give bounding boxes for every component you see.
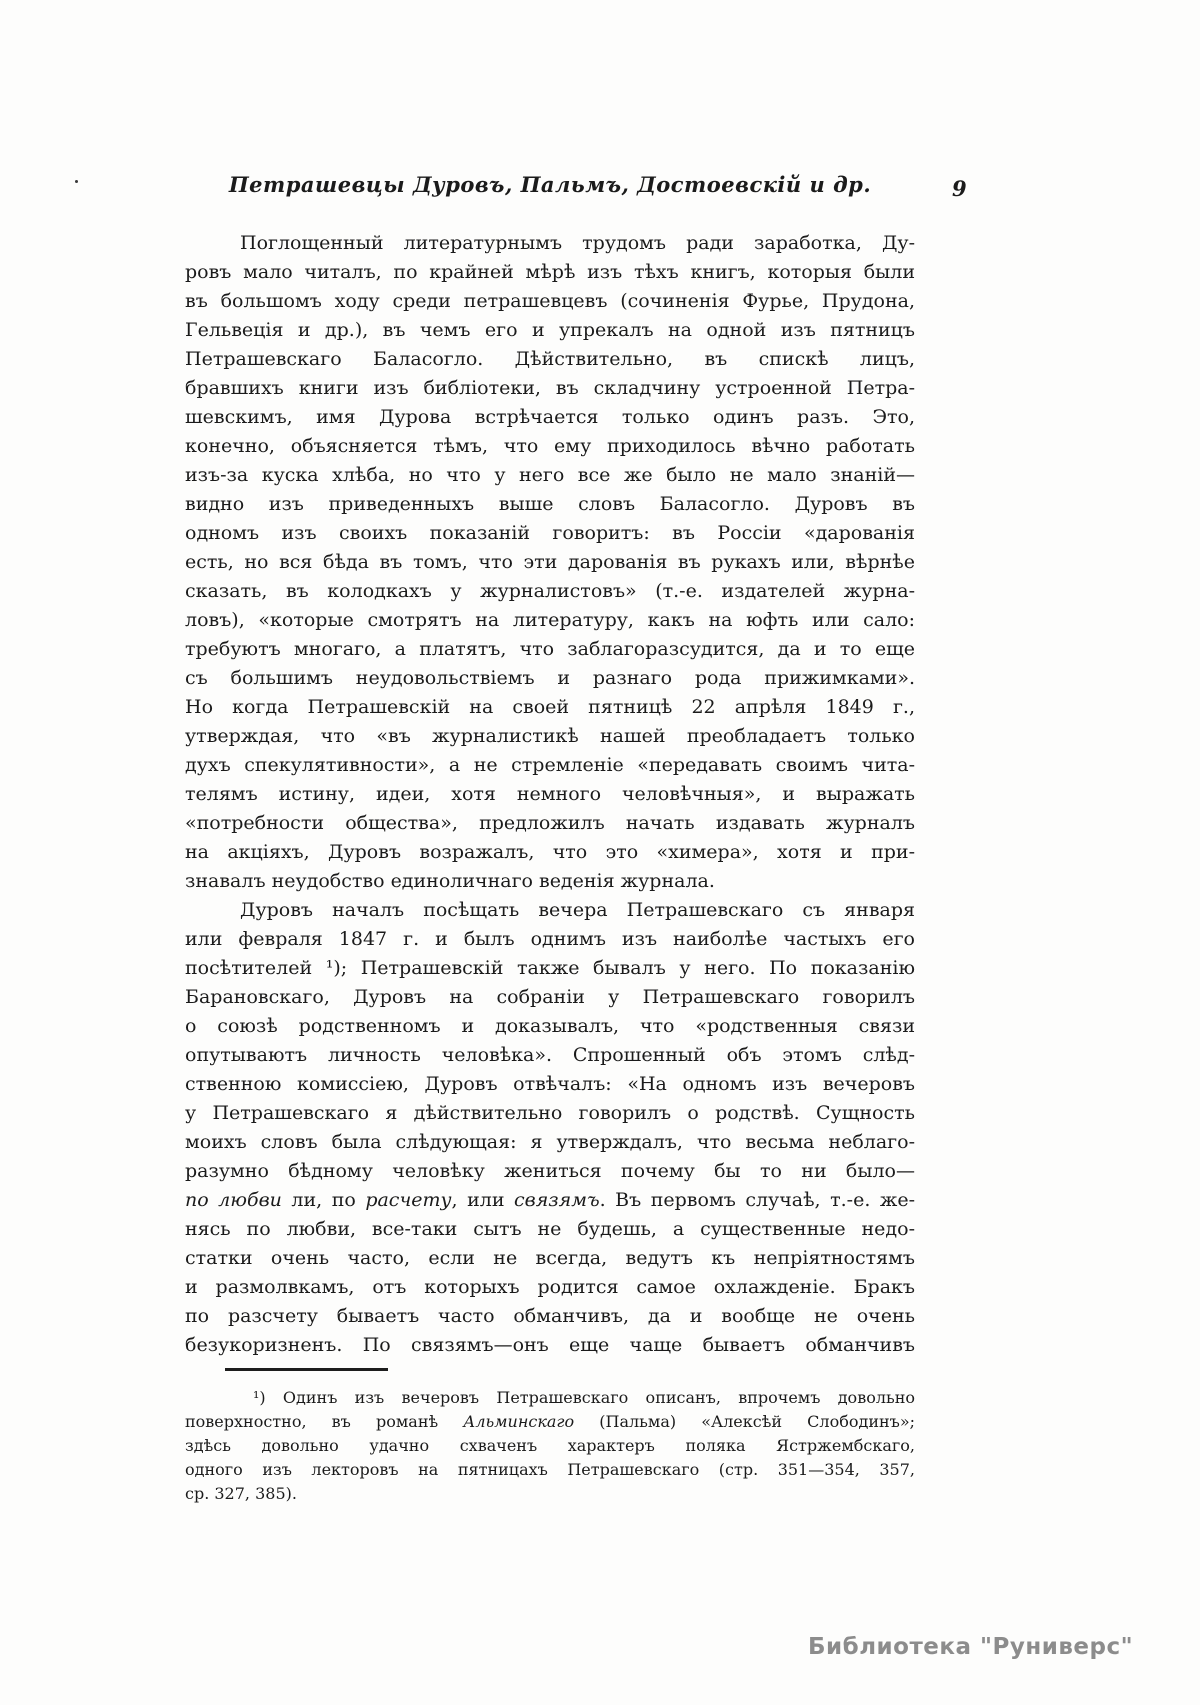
text-line: въ большомъ ходу среди петрашевцевъ (сочиненія Фурье, Прудона, [185,290,915,312]
text-line: шевскимъ, имя Дурова встрѣчается только одинъ разъ. Это, [185,406,915,428]
text-line: моихъ словъ была слѣдующая: я утверждалъ, что весьма неблаго- [185,1131,915,1153]
text-line: съ большимъ неудовольствіемъ и разнаго рода прижимками». [185,667,915,689]
text-line: ловъ), «которые смотрятъ на литературу, какъ на юфть или сало: [185,609,915,631]
text-line: требуютъ многаго, а платятъ, что заблагоразсудится, да и то еще [185,638,915,660]
footnote-divider [225,1368,388,1371]
text-line: и размолвкамъ, отъ которыхъ родится самое охлажденіе. Бракъ [185,1276,915,1298]
text-line: нясь по любви, все-таки сытъ не будешь, а существенные недо- [185,1218,915,1240]
text-line: есть, но вся бѣда въ томъ, что эти дарованія въ рукахъ или, вѣрнѣе [185,551,915,573]
text-line: разумно бѣдному человѣку жениться почему бы то ни было— [185,1160,915,1182]
text-line: утверждая, что «въ журналистикѣ нашей преобладаетъ только [185,725,915,747]
text-line: Дуровъ началъ посѣщать вечера Петрашевскаго съ января [240,899,915,921]
paragraph-2 [185,896,915,1360]
text-line: ¹) Одинъ изъ вечеровъ Петрашевскаго описанъ, впрочемъ довольно [253,1388,915,1407]
page-number: 9 [952,176,967,201]
footnote [185,1386,915,1506]
text-line: видно изъ приведенныхъ выше словъ Баласогло. Дуровъ въ [185,493,915,515]
text-line: одномъ изъ своихъ показаній говоритъ: въ Россіи «дарованія [185,522,915,544]
text-line: конечно, объясняется тѣмъ, что ему приходилось вѣчно работать [185,435,915,457]
text-line: ственною комиссіею, Дуровъ отвѣчалъ: «На одномъ изъ вечеровъ [185,1073,915,1095]
text-line: на акціяхъ, Дуровъ возражалъ, что это «химера», хотя и при- [185,841,915,863]
text-line: поверхностно, въ романѣ Альминскаго (Пальма) «Алексѣй Слободинъ»; [185,1412,915,1431]
text-line: одного изъ лекторовъ на пятницахъ Петрашевскаго (стр. 351—354, 357, [185,1460,915,1479]
text-line: опутываютъ личность человѣка». Спрошенный объ этомъ слѣд- [185,1044,915,1066]
body-text [185,229,915,1360]
text-line: Гельвеція и др.), въ чемъ его и упрекалъ на одной изъ пятницъ [185,319,915,341]
text-line: ровъ мало читалъ, по крайней мѣрѣ изъ тѣхъ книгъ, которыя были [185,261,915,283]
library-watermark: Библиотека "Руниверс" [808,1634,1134,1660]
paragraph-1 [185,229,915,896]
text-line: бравшихъ книги изъ библіотеки, въ складчину устроенной Петра- [185,377,915,399]
text-line: или февраля 1847 г. и былъ однимъ изъ наиболѣе частыхъ его [185,928,915,950]
text-line: ср. 327, 385). [185,1484,297,1503]
text-line: статки очень часто, если не всегда, ведутъ къ непріятностямъ [185,1247,915,1269]
text-line: «потребности общества», предложилъ начать издавать журналъ [185,812,915,834]
text-line: Но когда Петрашевскій на своей пятницѣ 22 апрѣля 1849 г., [185,696,915,718]
text-line: Поглощенный литературнымъ трудомъ ради заработка, Ду- [240,232,915,254]
text-line: по разсчету бываетъ часто обманчивъ, да и вообще не очень [185,1305,915,1327]
text-line: о союзѣ родственномъ и доказывалъ, что «родственныя связи [185,1015,915,1037]
text-line: изъ-за куска хлѣба, но что у него все же было не мало знаній— [185,464,915,486]
text-line: духъ спекулятивности», а не стремленіе «передавать своимъ чита- [185,754,915,776]
text-line: сказать, въ колодкахъ у журналистовъ» (т.-е. издателей журна- [185,580,915,602]
scan-artifact-dot [75,180,78,183]
text-line: посѣтителей ¹); Петрашевскій также бывалъ у него. По показанію [185,957,915,979]
text-line: телямъ истину, идеи, хотя немного человѣчныя», и выражать [185,783,915,805]
text-line: Петрашевскаго Баласогло. Дѣйствительно, въ спискѣ лицъ, [185,348,915,370]
text-line: по любви ли, по расчету, или связямъ. Въ первомъ случаѣ, т.-е. же- [185,1189,915,1211]
text-line: у Петрашевскаго я дѣйствительно говорилъ о родствѣ. Сущность [185,1102,915,1124]
text-line: Барановскаго, Дуровъ на собраніи у Петрашевскаго говорилъ [185,986,915,1008]
running-header-title: Петрашевцы Дуровъ, Пальмъ, Достоевскій и др. [228,172,872,197]
text-line: безукоризненъ. По связямъ—онъ еще чаще бываетъ обманчивъ [185,1334,915,1356]
text-line: здѣсь довольно удачно схваченъ характеръ поляка Ястржембскаго, [185,1436,915,1455]
text-line: знавалъ неудобство единоличнаго веденія журнала. [185,870,715,892]
